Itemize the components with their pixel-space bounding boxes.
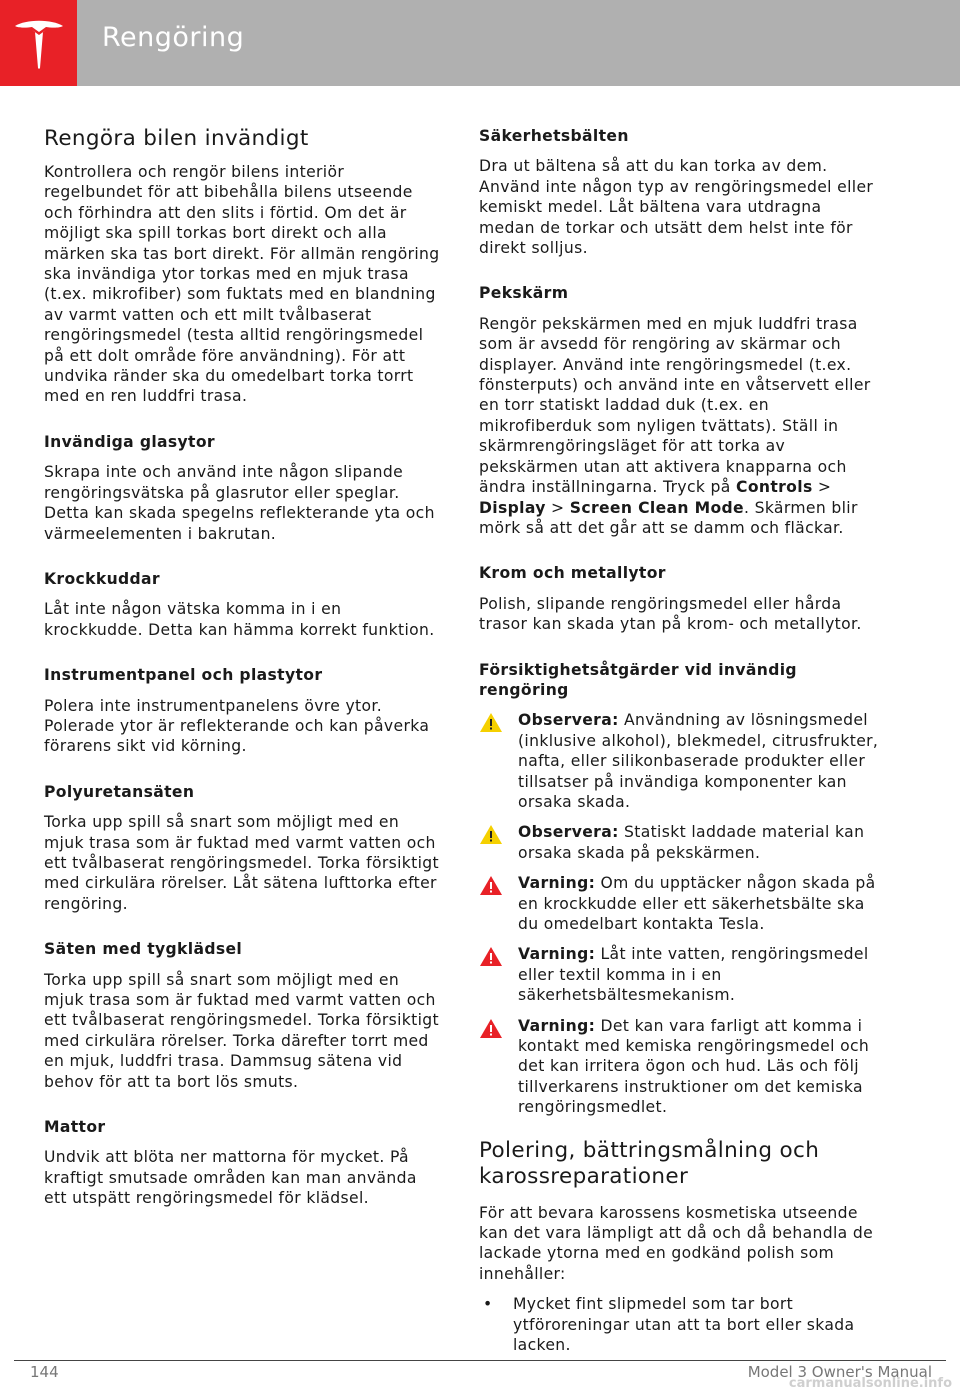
intro-paragraph: Kontrollera och rengör bilens interiör regelbundet för att bibehålla bilens utseende och förhindra att den slits i förtid. Om det är möjligt ska spill torkas bort direkt och alla märken ska tas bort direkt. För allmän rengöring ska invändiga ytor torkas med en mjuk trasa (t.ex. mikrofiber) som fuktats med en blandning av varmt vatten och ett milt tvålbaserat rengöringsmedel (testa alltid rengöringsmedel på ett dolt område före användning). För att undvika ränder ska du omedelbart torka torrt med en ren luddfri trasa. (44, 163, 440, 406)
menu-path-screen-clean-mode: Screen Clean Mode (569, 498, 744, 517)
subheading-fabric-seats: Säten med tygklädsel (44, 940, 243, 959)
warning-triangle-icon (479, 875, 503, 896)
touchscreen-text-end: . Skärmen blir mörk så att det går att se damm och fläckar. (479, 498, 858, 537)
paragraph-fabric-seats: Torka upp spill så snart som möjligt med en mjuk trasa som är fuktad med varmt vatten och ett tvålbaserat rengöringsmedel. Torka försiktigt med cirkulära rörelser. Torka därefter torrt med en mjuk, luddfri trasa. Dammsug sätena vid behov för att ta bort lös smuts. (44, 970, 440, 1091)
subheading-touchscreen: Pekskärm (479, 284, 569, 303)
menu-path-separator: > (812, 478, 832, 497)
subheading-chrome: Krom och metallytor (479, 564, 666, 583)
subheading-dashboard: Instrumentpanel och plastytor (44, 666, 323, 685)
paragraph-polyurethane-seats: Torka upp spill så snart som möjligt med en mjuk trasa som är fuktad med varmt vatten och ett tvålbaserat rengöringsmedel. Torka försiktigt med cirkulära rörelser. Låt sätena lufttorka efter rengöring. (44, 813, 440, 913)
note-text: Användning av lösningsmedel (inklusive alkohol), blekmedel, citrusfrukter, nafta, eller silikonbaserade produkter eller tillsatser på invändiga komponenter kan orsaka skada. (518, 711, 879, 811)
subheading-glass: Invändiga glasytor (44, 432, 215, 451)
paragraph-glass: Skrapa inte och använd inte någon slipande rengöringsvätska på glasrutor eller speglar. Detta kan skada spegelns reflekterande yta och värmeelementen i bakrutan. (44, 463, 435, 543)
caution-note (479, 710, 879, 812)
note-text: Låt inte vatten, rengöringsmedel eller textil komma in i en säkerhetsbältesmekanism. (518, 945, 869, 1005)
subheading-seatbelts: Säkerhetsbälten (479, 127, 629, 145)
manual-title: Model 3 Owner's Manual (747, 1363, 932, 1381)
page-number: 144 (30, 1363, 59, 1381)
menu-path-controls: Controls (736, 478, 813, 497)
caution-note (479, 822, 879, 863)
note-label: Varning: (518, 1016, 596, 1035)
caution-triangle-icon (479, 824, 503, 845)
section-heading: Rengöra bilen invändigt (44, 126, 309, 151)
menu-path-separator: > (545, 498, 570, 517)
left-column (44, 126, 440, 1234)
watermark: carmanualsonline.info (788, 1376, 952, 1391)
paragraph-mats: Undvik att blöta ner mattorna för mycket. På kraftigt smutsade områden kan man använda ett utspätt rengöringsmedel för klädsel. (44, 1148, 417, 1208)
header-title: Rengöring (102, 22, 245, 53)
note-text: Statiskt laddade material kan orsaka skada på pekskärmen. (518, 823, 865, 862)
note-label: Observera: (518, 711, 619, 730)
paragraph-touchscreen (479, 314, 879, 538)
right-column (479, 126, 879, 1356)
subheading-airbags: Krockkuddar (44, 569, 160, 588)
bullet-list (479, 1294, 879, 1355)
note-text: Det kan vara farligt att komma i kontakt med kemiska rengöringsmedel och det kan irritera ögon och hud. Läs och följ tillverkarens instruktioner om det kemiska rengöringsmedlet. (518, 1016, 870, 1117)
page-header (0, 0, 960, 86)
paragraph-polishing: För att bevara karossens kosmetiska utseende kan det vara lämpligt att då och då behandla de lackade ytorna med en godkänd polish som innehåller: (479, 1203, 874, 1283)
paragraph-airbags: Låt inte någon vätska komma in i en krockkudde. Detta kan hämma korrekt funktion. (44, 600, 435, 639)
logo-box (0, 0, 77, 86)
note-text: Om du upptäcker någon skada på en krockkudde eller ett säkerhetsbälte ska du omedelbart kontakta Tesla. (518, 874, 876, 933)
warning-note (479, 873, 879, 934)
note-label: Observera: (518, 823, 619, 842)
tesla-logo-icon (12, 16, 66, 70)
note-label: Varning: (518, 874, 596, 893)
subheading-mats: Mattor (44, 1118, 106, 1137)
touchscreen-text: Rengör pekskärmen med en mjuk luddfri trasa som är avsedd för rengöring av skärmar och displayer. Använd inte rengöringsmedel (t.ex. fönsterputs) och använd inte en våtservett eller en torr statiskt laddad duk (t.ex. en mikrofiberduk som nyligen tvättats). Ställ in skärmrengöringsläget för att torka av pekskärmen utan att aktivera knapparna och ändra inställningarna. Tryck på (479, 314, 871, 497)
note-label: Varning: (518, 945, 596, 964)
subheading-precautions: Försiktighetsåtgärder vid invändig rengöring (479, 660, 797, 699)
paragraph-dashboard: Polera inte instrumentpanelens övre ytor. Polerade ytor är reflekterande och kan påverka förarens sikt vid körning. (44, 696, 430, 756)
menu-path-display: Display (479, 498, 546, 517)
list-item: • Mycket fint slipmedel som tar bort ytföroreningar utan att ta bort eller skada lacken. (479, 1294, 879, 1355)
paragraph-chrome: Polish, slipande rengöringsmedel eller hårda trasor kan skada ytan på krom- och metallytor. (479, 594, 862, 634)
warning-note (479, 1016, 879, 1118)
warning-triangle-icon (479, 1018, 503, 1039)
subheading-polyurethane-seats: Polyuretansäten (44, 782, 195, 801)
footer-divider (14, 1360, 946, 1361)
caution-triangle-icon (479, 712, 503, 733)
paragraph-seatbelts: Dra ut bältena så att du kan torka av dem. Använd inte någon typ av rengöringsmedel eller kemiskt medel. Låt bältena vara utdragna medan de torkar och utsätt dem helst inte för direkt solljus. (479, 157, 874, 258)
warning-triangle-icon (479, 946, 503, 967)
warning-note (479, 944, 879, 1005)
section-heading-polishing: Polering, bättringsmålning och karossreparationer (479, 1137, 820, 1189)
